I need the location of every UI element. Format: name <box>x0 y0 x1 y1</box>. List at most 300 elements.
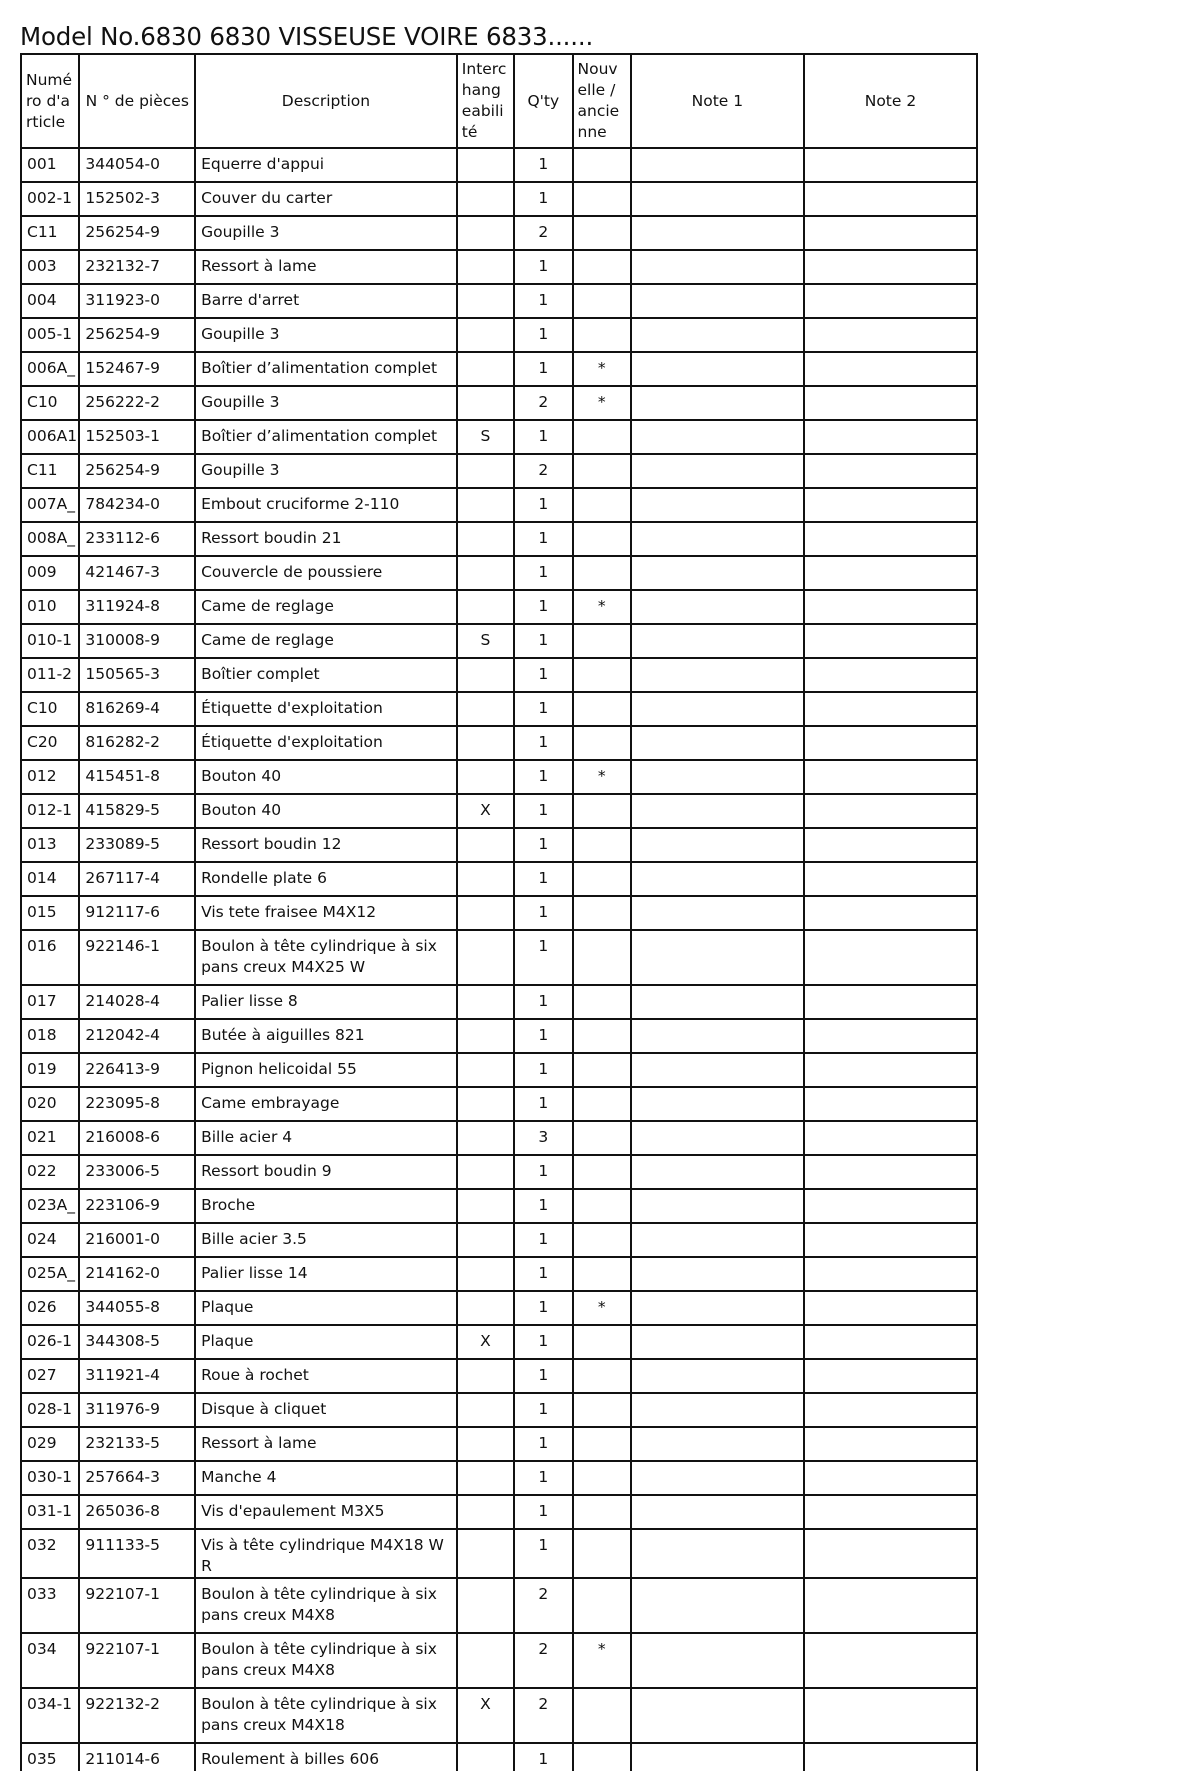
table-row <box>21 1053 977 1087</box>
cell-part-number: 211014-6 <box>79 1743 195 1771</box>
cell-note-1 <box>631 1578 804 1633</box>
cell-part-number: 912117-6 <box>79 896 195 930</box>
table-row <box>21 624 977 658</box>
cell-note-2 <box>804 216 977 250</box>
cell-part-number: 922107-1 <box>79 1578 195 1633</box>
cell-item-number: 020 <box>21 1087 79 1121</box>
cell-new-old <box>573 1529 631 1578</box>
table-row <box>21 522 977 556</box>
cell-description: Ressort boudin 21 <box>195 522 457 556</box>
cell-quantity: 1 <box>514 420 572 454</box>
table-row <box>21 1393 977 1427</box>
table-row <box>21 1529 977 1578</box>
cell-description: Couvercle de poussiere <box>195 556 457 590</box>
cell-interchangeability <box>457 216 514 250</box>
cell-new-old <box>573 896 631 930</box>
cell-item-number: 026 <box>21 1291 79 1325</box>
cell-interchangeability: X <box>457 1688 514 1743</box>
cell-item-number: 025A_ <box>21 1257 79 1291</box>
cell-quantity: 1 <box>514 1223 572 1257</box>
cell-part-number: 311921-4 <box>79 1359 195 1393</box>
cell-new-old <box>573 148 631 182</box>
cell-item-number: 016 <box>21 930 79 985</box>
cell-interchangeability <box>457 1291 514 1325</box>
cell-note-1 <box>631 1053 804 1087</box>
cell-description: Boulon à tête cylindrique à six pans creux M4X8 <box>195 1633 457 1688</box>
cell-part-number: 256254-9 <box>79 454 195 488</box>
cell-quantity: 1 <box>514 1257 572 1291</box>
cell-quantity: 3 <box>514 1121 572 1155</box>
cell-part-number: 311924-8 <box>79 590 195 624</box>
cell-part-number: 214028-4 <box>79 985 195 1019</box>
table-row <box>21 1427 977 1461</box>
cell-part-number: 784234-0 <box>79 488 195 522</box>
cell-description: Disque à cliquet <box>195 1393 457 1427</box>
cell-note-1 <box>631 454 804 488</box>
cell-note-1 <box>631 182 804 216</box>
table-row <box>21 386 977 420</box>
cell-part-number: 265036-8 <box>79 1495 195 1529</box>
cell-note-1 <box>631 216 804 250</box>
cell-item-number: 019 <box>21 1053 79 1087</box>
cell-interchangeability <box>457 148 514 182</box>
cell-quantity: 1 <box>514 148 572 182</box>
cell-note-2 <box>804 1019 977 1053</box>
column-header-quantity: Q'ty <box>514 54 572 148</box>
cell-note-2 <box>804 794 977 828</box>
cell-description: Goupille 3 <box>195 216 457 250</box>
cell-new-old <box>573 862 631 896</box>
cell-description: Manche 4 <box>195 1461 457 1495</box>
cell-new-old: * <box>573 760 631 794</box>
cell-interchangeability <box>457 1427 514 1461</box>
cell-item-number: 004 <box>21 284 79 318</box>
cell-interchangeability: X <box>457 1325 514 1359</box>
cell-part-number: 922132-2 <box>79 1688 195 1743</box>
cell-item-number: 002-1 <box>21 182 79 216</box>
cell-note-2 <box>804 1578 977 1633</box>
cell-note-2 <box>804 148 977 182</box>
cell-note-2 <box>804 250 977 284</box>
cell-interchangeability <box>457 1393 514 1427</box>
table-row <box>21 1578 977 1633</box>
cell-quantity: 1 <box>514 1019 572 1053</box>
table-row <box>21 216 977 250</box>
cell-part-number: 233112-6 <box>79 522 195 556</box>
cell-description: Plaque <box>195 1325 457 1359</box>
table-row <box>21 930 977 985</box>
cell-note-2 <box>804 556 977 590</box>
cell-new-old: * <box>573 386 631 420</box>
cell-interchangeability <box>457 828 514 862</box>
cell-part-number: 816282-2 <box>79 726 195 760</box>
cell-part-number: 344055-8 <box>79 1291 195 1325</box>
cell-part-number: 226413-9 <box>79 1053 195 1087</box>
cell-new-old <box>573 1121 631 1155</box>
cell-quantity: 1 <box>514 1053 572 1087</box>
cell-item-number: 035 <box>21 1743 79 1771</box>
cell-note-2 <box>804 352 977 386</box>
cell-interchangeability <box>457 760 514 794</box>
cell-interchangeability <box>457 522 514 556</box>
cell-quantity: 1 <box>514 352 572 386</box>
cell-part-number: 232133-5 <box>79 1427 195 1461</box>
cell-note-2 <box>804 590 977 624</box>
cell-description: Boîtier complet <box>195 658 457 692</box>
cell-quantity: 1 <box>514 318 572 352</box>
cell-item-number: 017 <box>21 985 79 1019</box>
cell-quantity: 1 <box>514 1461 572 1495</box>
cell-new-old <box>573 250 631 284</box>
cell-part-number: 311976-9 <box>79 1393 195 1427</box>
cell-part-number: 214162-0 <box>79 1257 195 1291</box>
cell-interchangeability <box>457 862 514 896</box>
cell-new-old: * <box>573 1291 631 1325</box>
table-row <box>21 862 977 896</box>
cell-description: Barre d'arret <box>195 284 457 318</box>
cell-description: Ressort boudin 12 <box>195 828 457 862</box>
cell-description: Goupille 3 <box>195 386 457 420</box>
cell-part-number: 256222-2 <box>79 386 195 420</box>
cell-description: Boulon à tête cylindrique à six pans creux M4X8 <box>195 1578 457 1633</box>
cell-item-number: 006A_ <box>21 352 79 386</box>
cell-description: Vis d'epaulement M3X5 <box>195 1495 457 1529</box>
cell-note-1 <box>631 352 804 386</box>
cell-item-number: 034-1 <box>21 1688 79 1743</box>
cell-note-1 <box>631 1257 804 1291</box>
cell-note-1 <box>631 1393 804 1427</box>
cell-new-old <box>573 692 631 726</box>
table-row <box>21 454 977 488</box>
cell-note-1 <box>631 1019 804 1053</box>
table-row <box>21 318 977 352</box>
table-row <box>21 284 977 318</box>
cell-quantity: 1 <box>514 828 572 862</box>
cell-part-number: 212042-4 <box>79 1019 195 1053</box>
cell-quantity: 1 <box>514 182 572 216</box>
cell-interchangeability <box>457 556 514 590</box>
cell-note-2 <box>804 1633 977 1688</box>
cell-note-2 <box>804 1743 977 1771</box>
cell-part-number: 922107-1 <box>79 1633 195 1688</box>
cell-description: Goupille 3 <box>195 318 457 352</box>
cell-description: Vis à tête cylindrique M4X18 WR <box>195 1529 457 1578</box>
cell-note-1 <box>631 420 804 454</box>
cell-new-old <box>573 522 631 556</box>
cell-quantity: 1 <box>514 896 572 930</box>
table-row <box>21 1223 977 1257</box>
cell-part-number: 152503-1 <box>79 420 195 454</box>
cell-note-2 <box>804 828 977 862</box>
cell-item-number: 012-1 <box>21 794 79 828</box>
cell-note-1 <box>631 1087 804 1121</box>
cell-part-number: 344054-0 <box>79 148 195 182</box>
cell-description: Came embrayage <box>195 1087 457 1121</box>
cell-description: Roulement à billes 606 <box>195 1743 457 1771</box>
cell-quantity: 1 <box>514 1087 572 1121</box>
cell-note-2 <box>804 1087 977 1121</box>
cell-part-number: 415829-5 <box>79 794 195 828</box>
cell-item-number: 029 <box>21 1427 79 1461</box>
cell-new-old: * <box>573 590 631 624</box>
cell-note-1 <box>631 760 804 794</box>
table-row <box>21 726 977 760</box>
table-row <box>21 1155 977 1189</box>
cell-description: Étiquette d'exploitation <box>195 726 457 760</box>
cell-note-1 <box>631 726 804 760</box>
cell-item-number: 021 <box>21 1121 79 1155</box>
cell-note-1 <box>631 1121 804 1155</box>
cell-note-2 <box>804 1427 977 1461</box>
cell-item-number: 032 <box>21 1529 79 1578</box>
cell-item-number: C11 <box>21 216 79 250</box>
cell-item-number: C10 <box>21 692 79 726</box>
cell-quantity: 1 <box>514 1155 572 1189</box>
cell-quantity: 2 <box>514 386 572 420</box>
table-row <box>21 352 977 386</box>
cell-interchangeability <box>457 896 514 930</box>
cell-part-number: 256254-9 <box>79 318 195 352</box>
cell-note-2 <box>804 1495 977 1529</box>
cell-note-1 <box>631 828 804 862</box>
cell-note-2 <box>804 1393 977 1427</box>
cell-item-number: 010 <box>21 590 79 624</box>
cell-note-1 <box>631 1743 804 1771</box>
cell-interchangeability <box>457 1155 514 1189</box>
cell-part-number: 232132-7 <box>79 250 195 284</box>
cell-quantity: 1 <box>514 250 572 284</box>
cell-interchangeability <box>457 1223 514 1257</box>
cell-note-2 <box>804 862 977 896</box>
cell-note-2 <box>804 182 977 216</box>
cell-new-old <box>573 1155 631 1189</box>
cell-part-number: 152467-9 <box>79 352 195 386</box>
cell-part-number: 233006-5 <box>79 1155 195 1189</box>
column-header-new-old: Nouvelle / ancienne <box>573 54 631 148</box>
cell-interchangeability: S <box>457 624 514 658</box>
cell-note-2 <box>804 1257 977 1291</box>
cell-new-old <box>573 284 631 318</box>
cell-interchangeability <box>457 1019 514 1053</box>
table-row <box>21 182 977 216</box>
cell-new-old <box>573 1359 631 1393</box>
cell-interchangeability <box>457 454 514 488</box>
cell-note-2 <box>804 1291 977 1325</box>
cell-description: Equerre d'appui <box>195 148 457 182</box>
cell-new-old <box>573 1087 631 1121</box>
cell-description: Couver du carter <box>195 182 457 216</box>
cell-new-old <box>573 726 631 760</box>
cell-note-1 <box>631 148 804 182</box>
cell-note-1 <box>631 556 804 590</box>
cell-item-number: C10 <box>21 386 79 420</box>
column-header-item-number: Numéro d'article <box>21 54 79 148</box>
cell-description: Plaque <box>195 1291 457 1325</box>
cell-part-number: 223095-8 <box>79 1087 195 1121</box>
cell-quantity: 1 <box>514 1325 572 1359</box>
cell-interchangeability <box>457 985 514 1019</box>
cell-note-2 <box>804 522 977 556</box>
table-row <box>21 1688 977 1743</box>
cell-description: Boulon à tête cylindrique à six pans creux M4X18 <box>195 1688 457 1743</box>
cell-part-number: 911133-5 <box>79 1529 195 1578</box>
table-row <box>21 828 977 862</box>
cell-note-2 <box>804 726 977 760</box>
cell-note-1 <box>631 794 804 828</box>
cell-quantity: 1 <box>514 1359 572 1393</box>
cell-item-number: 010-1 <box>21 624 79 658</box>
cell-description: Came de reglage <box>195 590 457 624</box>
cell-new-old <box>573 1257 631 1291</box>
cell-quantity: 1 <box>514 930 572 985</box>
cell-quantity: 1 <box>514 692 572 726</box>
cell-quantity: 1 <box>514 760 572 794</box>
table-row <box>21 1087 977 1121</box>
cell-part-number: 150565-3 <box>79 658 195 692</box>
cell-interchangeability: S <box>457 420 514 454</box>
cell-quantity: 1 <box>514 794 572 828</box>
cell-description: Pignon helicoidal 55 <box>195 1053 457 1087</box>
cell-note-1 <box>631 250 804 284</box>
cell-description: Ressort à lame <box>195 250 457 284</box>
cell-quantity: 1 <box>514 726 572 760</box>
cell-note-1 <box>631 1325 804 1359</box>
cell-interchangeability <box>457 352 514 386</box>
cell-quantity: 2 <box>514 1688 572 1743</box>
cell-interchangeability <box>457 1495 514 1529</box>
cell-item-number: 028-1 <box>21 1393 79 1427</box>
cell-item-number: 008A_ <box>21 522 79 556</box>
cell-new-old <box>573 420 631 454</box>
cell-new-old <box>573 1427 631 1461</box>
cell-note-1 <box>631 318 804 352</box>
table-row <box>21 1359 977 1393</box>
cell-note-2 <box>804 488 977 522</box>
cell-note-1 <box>631 930 804 985</box>
table-row <box>21 692 977 726</box>
table-row <box>21 556 977 590</box>
table-header-row <box>21 54 977 148</box>
cell-item-number: 007A_ <box>21 488 79 522</box>
cell-part-number: 310008-9 <box>79 624 195 658</box>
cell-new-old: * <box>573 1633 631 1688</box>
cell-description: Vis tete fraisee M4X12 <box>195 896 457 930</box>
cell-description: Rondelle plate 6 <box>195 862 457 896</box>
cell-note-2 <box>804 658 977 692</box>
cell-interchangeability <box>457 590 514 624</box>
cell-interchangeability <box>457 284 514 318</box>
cell-part-number: 223106-9 <box>79 1189 195 1223</box>
cell-description: Ressort à lame <box>195 1427 457 1461</box>
cell-new-old <box>573 318 631 352</box>
cell-description: Roue à rochet <box>195 1359 457 1393</box>
cell-interchangeability <box>457 318 514 352</box>
table-row <box>21 148 977 182</box>
cell-new-old <box>573 1393 631 1427</box>
cell-quantity: 1 <box>514 522 572 556</box>
cell-description: Bille acier 3.5 <box>195 1223 457 1257</box>
column-header-description: Description <box>195 54 457 148</box>
cell-interchangeability <box>457 1461 514 1495</box>
table-row <box>21 1743 977 1771</box>
table-row <box>21 1633 977 1688</box>
parts-table-body <box>21 148 977 1771</box>
cell-quantity: 2 <box>514 1578 572 1633</box>
cell-note-2 <box>804 692 977 726</box>
cell-note-1 <box>631 1633 804 1688</box>
column-header-note-2: Note 2 <box>804 54 977 148</box>
cell-interchangeability <box>457 1359 514 1393</box>
cell-item-number: 027 <box>21 1359 79 1393</box>
cell-note-2 <box>804 985 977 1019</box>
cell-new-old <box>573 1495 631 1529</box>
cell-note-1 <box>631 284 804 318</box>
table-row <box>21 1189 977 1223</box>
cell-quantity: 1 <box>514 985 572 1019</box>
cell-item-number: C20 <box>21 726 79 760</box>
cell-note-1 <box>631 692 804 726</box>
column-header-interchangeability: Interchangeabilité <box>457 54 514 148</box>
cell-note-2 <box>804 930 977 985</box>
cell-note-1 <box>631 1359 804 1393</box>
table-row <box>21 1257 977 1291</box>
cell-note-2 <box>804 1359 977 1393</box>
cell-description: Goupille 3 <box>195 454 457 488</box>
cell-part-number: 267117-4 <box>79 862 195 896</box>
cell-new-old <box>573 1189 631 1223</box>
cell-part-number: 216001-0 <box>79 1223 195 1257</box>
cell-quantity: 1 <box>514 862 572 896</box>
cell-item-number: 012 <box>21 760 79 794</box>
cell-description: Étiquette d'exploitation <box>195 692 457 726</box>
cell-part-number: 233089-5 <box>79 828 195 862</box>
cell-description: Palier lisse 14 <box>195 1257 457 1291</box>
table-row <box>21 658 977 692</box>
cell-quantity: 1 <box>514 590 572 624</box>
cell-note-1 <box>631 1495 804 1529</box>
cell-interchangeability <box>457 1743 514 1771</box>
cell-new-old <box>573 1223 631 1257</box>
cell-quantity: 1 <box>514 1743 572 1771</box>
cell-item-number: 023A_ <box>21 1189 79 1223</box>
cell-description: Broche <box>195 1189 457 1223</box>
cell-note-2 <box>804 896 977 930</box>
table-row <box>21 1121 977 1155</box>
cell-new-old <box>573 216 631 250</box>
cell-quantity: 1 <box>514 1291 572 1325</box>
cell-description: Bouton 40 <box>195 794 457 828</box>
cell-interchangeability <box>457 1053 514 1087</box>
cell-note-1 <box>631 522 804 556</box>
cell-item-number: 031-1 <box>21 1495 79 1529</box>
cell-item-number: 022 <box>21 1155 79 1189</box>
cell-interchangeability: X <box>457 794 514 828</box>
cell-note-2 <box>804 1688 977 1743</box>
cell-new-old <box>573 1019 631 1053</box>
cell-note-2 <box>804 454 977 488</box>
table-row <box>21 420 977 454</box>
cell-note-1 <box>631 1155 804 1189</box>
cell-part-number: 421467-3 <box>79 556 195 590</box>
cell-description: Butée à aiguilles 821 <box>195 1019 457 1053</box>
cell-interchangeability <box>457 386 514 420</box>
cell-new-old <box>573 454 631 488</box>
cell-item-number: C11 <box>21 454 79 488</box>
cell-new-old <box>573 1688 631 1743</box>
cell-interchangeability <box>457 930 514 985</box>
cell-note-1 <box>631 896 804 930</box>
cell-new-old <box>573 1461 631 1495</box>
